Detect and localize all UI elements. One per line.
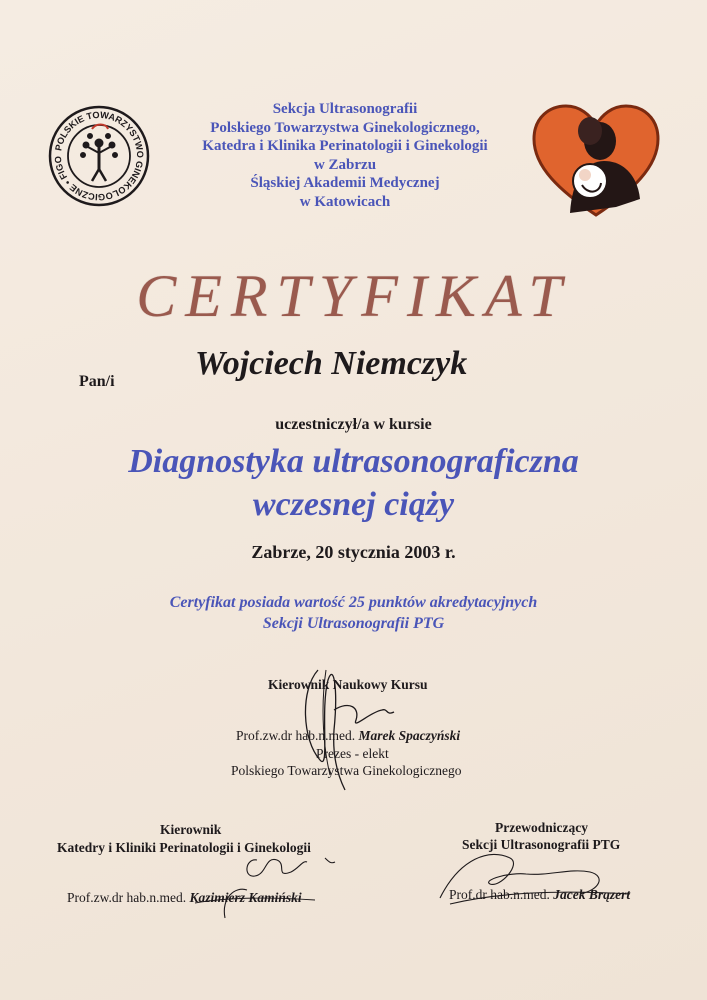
logo-ring-text: POLSKIE TOWARZYSTWO GINEKOLOGICZNE • FIGO	[52, 109, 146, 203]
recipient-prefix: Pan/i	[79, 373, 115, 390]
org-line: Śląskiej Akademii Medycznej	[250, 175, 440, 191]
credits-note	[0, 592, 707, 634]
course-title-line: wczesnej ciąży	[252, 486, 455, 523]
clinic-head-role-1: Kierownik	[160, 822, 222, 837]
course-head-name: Marek Spaczyński	[358, 728, 461, 743]
clinic-head-title-prefix: Prof.zw.dr hab.n.med.	[67, 890, 187, 905]
org-line: w Katowicach	[299, 193, 391, 210]
clinic-head-signature	[195, 838, 355, 923]
course-head-position-1: Prezes - elekt	[316, 746, 389, 761]
course-head-title-prefix: Prof.zw.dr hab.n.med.	[236, 728, 356, 743]
place-date: Zabrze, 20 stycznia 2003 r.	[251, 542, 456, 562]
org-line: Katedra i Klinika Perinatologii i Ginekologii	[202, 138, 488, 154]
section-chair-role-1: Przewodniczący	[495, 820, 588, 835]
clinic-head-credentials	[67, 890, 302, 906]
section-chair-signature	[430, 838, 650, 918]
certificate-title: CERTYFIKAT	[136, 263, 571, 329]
organization-header	[175, 100, 515, 211]
section-chair-name: Jacek Brązert	[553, 887, 631, 902]
section-chair-title-prefix: Prof.dr hab.n.med.	[449, 887, 550, 902]
course-title-line: Diagnostyka ultrasonograficzna	[128, 443, 579, 480]
credits-line: Certyfikat posiada wartość 25 punktów akredytacyjnych	[169, 594, 538, 611]
course-head-position-2: Polskiego Towarzystwa Ginekologicznego	[231, 763, 462, 778]
heart-emblem	[530, 103, 662, 221]
course-head-role: Kierownik Naukowy Kursu	[268, 677, 428, 692]
clinic-head-role-2: Katedry i Kliniki Perinatologii i Ginekologii	[57, 840, 311, 855]
section-chair-role-2: Sekcji Ultrasonografii PTG	[462, 837, 621, 852]
ptg-figo-logo	[48, 105, 150, 207]
org-line: Sekcja Ultrasonografii	[272, 101, 418, 117]
recipient-name: Wojciech Niemczyk	[195, 345, 468, 382]
credits-line: Sekcji Ultrasonografii PTG	[262, 615, 445, 632]
clinic-head-name: Kazimierz Kamiński	[189, 890, 302, 905]
org-line: Polskiego Towarzystwa Ginekologicznego,	[210, 119, 480, 136]
org-line: w Zabrzu	[313, 156, 377, 173]
section-chair-credentials	[449, 887, 630, 903]
course-title	[0, 440, 707, 526]
participation-text: uczestniczył/a w kursie	[275, 416, 432, 433]
course-head-credentials	[236, 728, 460, 744]
